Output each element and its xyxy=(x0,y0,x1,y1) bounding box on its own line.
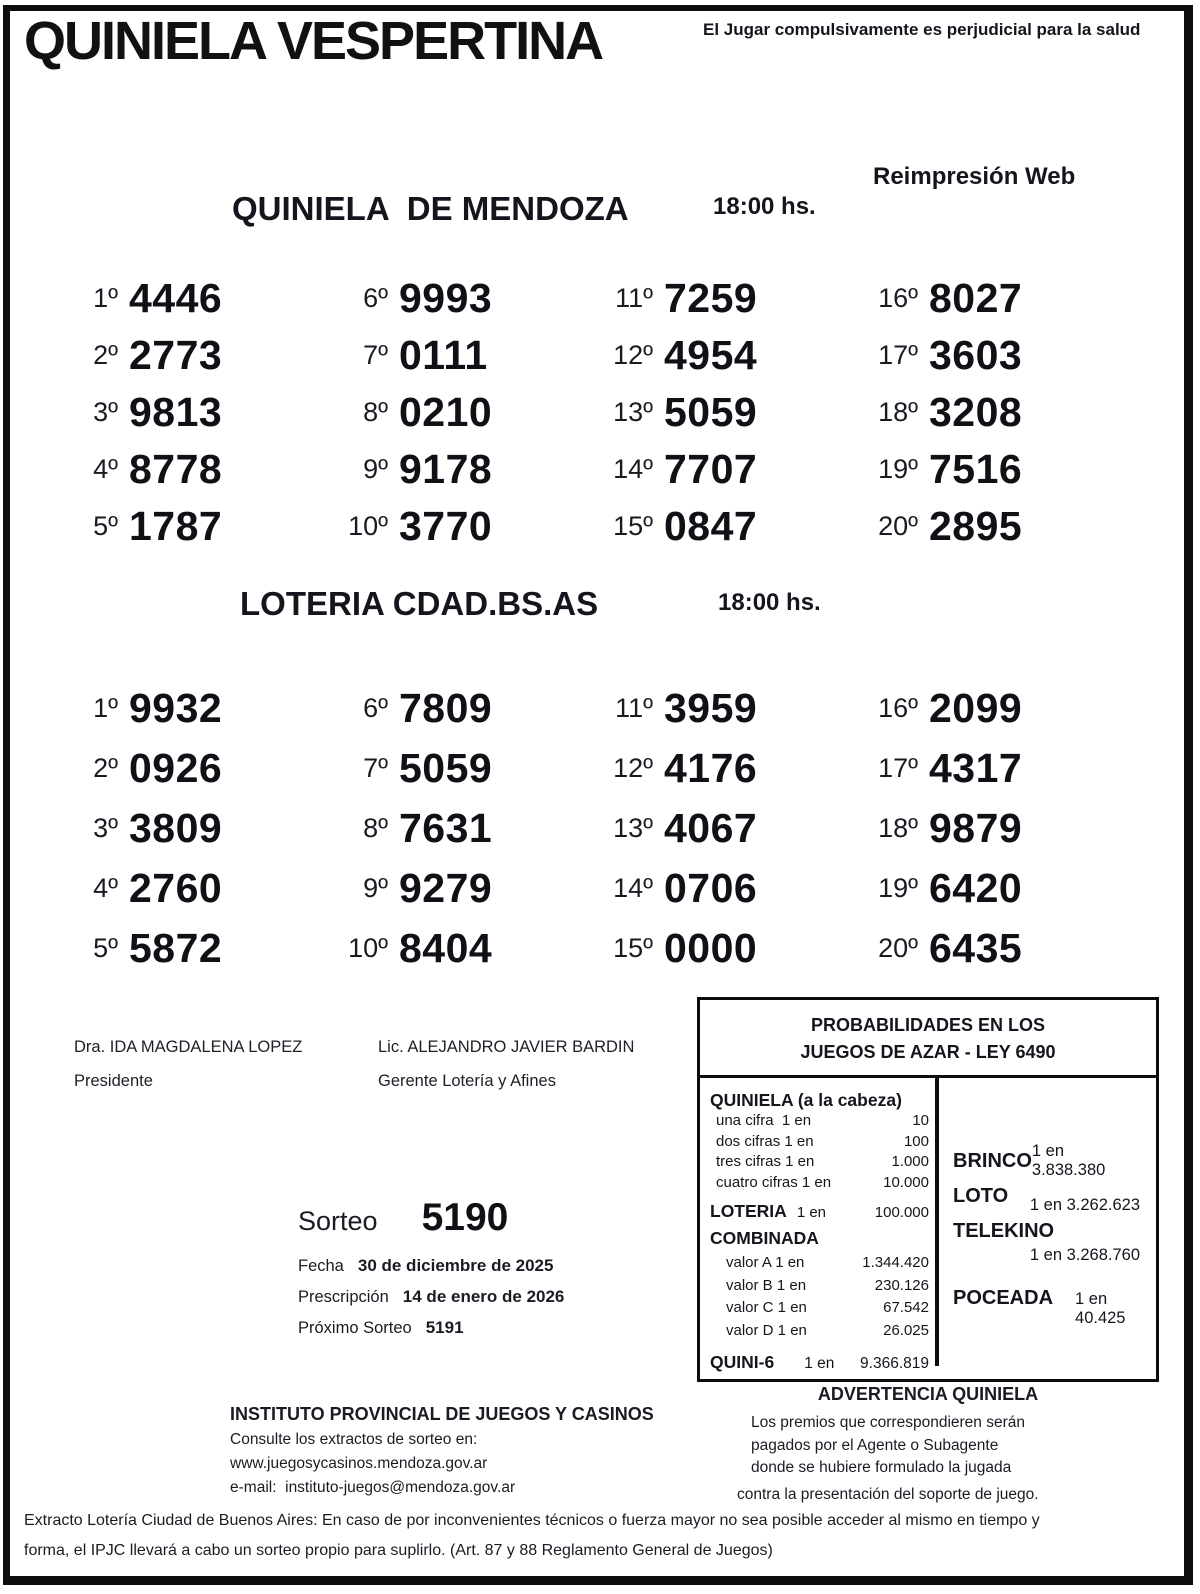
loto-odds xyxy=(953,1185,1140,1215)
result-position: 3º xyxy=(93,397,118,427)
result-cell xyxy=(597,327,862,384)
result-number: 7809 xyxy=(399,684,493,731)
result-cell xyxy=(62,738,332,798)
result-position: 15º xyxy=(613,511,653,541)
advertencia-line: donde se hubiere formulado la jugada xyxy=(751,1459,1012,1476)
probabilities-box xyxy=(697,997,1159,1382)
result-cell xyxy=(597,858,862,918)
result-number: 7631 xyxy=(399,804,493,851)
result-number: 0000 xyxy=(664,924,758,971)
odds-label: valor B 1 en xyxy=(726,1276,807,1294)
result-cell xyxy=(332,678,597,738)
result-number: 3770 xyxy=(399,503,493,549)
result-number: 8027 xyxy=(929,275,1023,321)
result-cell xyxy=(597,918,862,978)
result-number: 6420 xyxy=(929,864,1023,911)
result-number: 1787 xyxy=(129,503,223,549)
result-number: 8404 xyxy=(399,924,493,971)
signature-role: Gerente Lotería y Afines xyxy=(378,1072,556,1090)
result-position: 1º xyxy=(93,692,118,723)
result-cell xyxy=(597,270,862,327)
result-position: 12º xyxy=(613,752,653,783)
result-number: 7259 xyxy=(664,275,758,321)
result-position: 12º xyxy=(613,340,653,370)
result-cell xyxy=(332,498,597,555)
result-position: 14º xyxy=(613,872,653,903)
result-cell xyxy=(332,384,597,441)
result-cell xyxy=(862,270,1152,327)
result-cell xyxy=(332,798,597,858)
result-position: 10º xyxy=(348,511,388,541)
result-position: 4º xyxy=(93,872,118,903)
result-position: 9º xyxy=(363,872,388,903)
page-title: QUINIELA VESPERTINA xyxy=(24,11,603,71)
result-position: 17º xyxy=(878,340,918,370)
result-position: 1º xyxy=(93,283,118,313)
result-number: 8778 xyxy=(129,446,223,492)
loteria-label: LOTERIA xyxy=(710,1201,787,1221)
result-position: 17º xyxy=(878,752,918,783)
loto-value: 1 en 3.262.623 xyxy=(1029,1196,1140,1214)
result-cell xyxy=(332,441,597,498)
result-cell xyxy=(62,384,332,441)
result-cell xyxy=(862,738,1152,798)
result-position: 15º xyxy=(613,932,653,963)
probabilities-title-line2: JUEGOS DE AZAR - LEY 6490 xyxy=(800,1042,1056,1062)
signature-presidente xyxy=(74,1038,302,1091)
result-cell xyxy=(62,327,332,384)
result-cell xyxy=(62,270,332,327)
result-cell xyxy=(862,327,1152,384)
odds-row xyxy=(710,1252,931,1275)
odds-value: 1.344.420 xyxy=(862,1254,929,1271)
result-position: 6º xyxy=(363,692,388,723)
proximo-label: Próximo Sorteo xyxy=(298,1319,412,1337)
proximo-value: 5191 xyxy=(425,1318,464,1337)
footer-extracto-note xyxy=(24,1506,1154,1566)
loteria-mid: 1 en xyxy=(796,1204,827,1221)
loteria-value: 100.000 xyxy=(874,1204,929,1221)
result-number: 7516 xyxy=(929,446,1023,492)
result-position: 11º xyxy=(615,283,653,313)
odds-value: 230.126 xyxy=(874,1276,929,1294)
sorteo-number-row xyxy=(298,1196,564,1240)
result-position: 5º xyxy=(93,932,118,963)
result-position: 13º xyxy=(613,812,653,843)
signature-name: Dra. IDA MAGDALENA LOPEZ xyxy=(74,1038,303,1056)
result-position: 20º xyxy=(878,511,918,541)
telekino-label: TELEKINO xyxy=(953,1220,1055,1242)
result-number: 5059 xyxy=(664,389,758,435)
prescripcion-label: Prescripción xyxy=(298,1288,389,1306)
result-position: 8º xyxy=(363,397,388,427)
result-number: 3603 xyxy=(929,332,1023,378)
odds-value: 100 xyxy=(903,1132,929,1150)
quini6-odds-row xyxy=(710,1352,931,1373)
result-position: 2º xyxy=(93,340,118,370)
probabilities-left-column xyxy=(700,1078,935,1372)
mendoza-section-title: QUINIELA DE MENDOZA xyxy=(232,190,629,227)
loto-label: LOTO xyxy=(953,1185,1009,1207)
result-number: 9178 xyxy=(399,446,493,492)
result-position: 8º xyxy=(363,812,388,843)
result-number: 0210 xyxy=(399,389,493,435)
fecha-label: Fecha xyxy=(298,1257,344,1275)
odds-value: 26.025 xyxy=(883,1321,929,1339)
result-number: 3208 xyxy=(929,389,1023,435)
result-position: 16º xyxy=(878,283,918,313)
poceada-odds xyxy=(953,1287,1140,1328)
result-position: 9º xyxy=(363,454,388,484)
result-position: 4º xyxy=(93,454,118,484)
result-cell xyxy=(862,858,1152,918)
result-cell xyxy=(62,798,332,858)
odds-label: cuatro cifras 1 en xyxy=(716,1173,832,1191)
odds-row xyxy=(710,1152,931,1173)
result-cell xyxy=(62,678,332,738)
fecha-value: 30 de diciembre de 2025 xyxy=(357,1256,554,1275)
result-number: 0706 xyxy=(664,864,758,911)
odds-row xyxy=(710,1111,931,1132)
poceada-label: POCEADA xyxy=(953,1287,1054,1309)
result-number: 6435 xyxy=(929,924,1023,971)
footer-line: Extracto Lotería Ciudad de Buenos Aires: En caso de por inconvenientes técnicos o fuerza mayor no sea posible acceder al mismo en tiempo y xyxy=(24,1512,1040,1529)
result-cell xyxy=(332,918,597,978)
probabilities-right-column xyxy=(935,1078,1156,1366)
result-number: 0926 xyxy=(129,744,223,791)
sorteo-info xyxy=(298,1196,564,1338)
result-cell xyxy=(862,678,1152,738)
result-cell xyxy=(597,498,862,555)
odds-row xyxy=(710,1173,931,1194)
instituto-email: e-mail: instituto-juegos@mendoza.gov.ar xyxy=(230,1479,516,1496)
quini6-mid: 1 en xyxy=(804,1355,835,1372)
bsas-results-grid xyxy=(62,678,1152,978)
odds-value: 10.000 xyxy=(883,1173,929,1191)
sorteo-fecha-row xyxy=(298,1256,564,1276)
result-cell xyxy=(862,384,1152,441)
odds-value: 1.000 xyxy=(891,1153,929,1170)
result-cell xyxy=(332,738,597,798)
odds-row xyxy=(710,1275,931,1298)
result-number: 9932 xyxy=(129,684,223,731)
probabilities-body xyxy=(700,1078,1156,1372)
sorteo-label: Sorteo xyxy=(298,1206,378,1236)
advertencia-line: pagados por el Agente o Subagente xyxy=(751,1436,999,1454)
result-cell xyxy=(62,918,332,978)
result-number: 4446 xyxy=(129,275,223,321)
instituto-section xyxy=(230,1404,654,1497)
result-position: 18º xyxy=(878,397,918,427)
signature-gerente xyxy=(378,1038,634,1091)
odds-label: dos cifras 1 en xyxy=(716,1132,814,1150)
result-cell xyxy=(862,441,1152,498)
result-number: 4176 xyxy=(664,744,758,791)
poceada-value: 1 en 40.425 xyxy=(1075,1290,1126,1327)
reprint-web-label: Reimpresión Web xyxy=(873,163,1076,190)
sorteo-proximo-row xyxy=(298,1318,564,1338)
quini6-label: QUINI-6 xyxy=(710,1352,775,1372)
result-number: 9879 xyxy=(929,804,1023,851)
odds-label: valor A 1 en xyxy=(726,1254,805,1271)
result-position: 7º xyxy=(363,752,388,783)
instituto-name: INSTITUTO PROVINCIAL DE JUEGOS Y CASINOS xyxy=(230,1404,654,1424)
brinco-value: 1 en 3.838.380 xyxy=(1031,1142,1106,1179)
result-number: 9813 xyxy=(129,389,223,435)
result-number: 2099 xyxy=(929,684,1023,731)
odds-row xyxy=(710,1297,931,1320)
result-cell xyxy=(62,498,332,555)
result-number: 2773 xyxy=(129,332,223,378)
result-position: 7º xyxy=(363,340,388,370)
combinada-header: COMBINADA xyxy=(710,1228,819,1248)
mendoza-results-grid xyxy=(62,270,1152,555)
sorteo-prescripcion-row xyxy=(298,1287,564,1307)
result-cell xyxy=(332,858,597,918)
result-position: 5º xyxy=(93,511,118,541)
result-number: 9279 xyxy=(399,864,493,911)
result-number: 4954 xyxy=(664,332,758,378)
prescripcion-value: 14 de enero de 2026 xyxy=(402,1287,565,1306)
odds-value: 67.542 xyxy=(883,1299,929,1316)
result-position: 13º xyxy=(613,397,653,427)
odds-row xyxy=(710,1132,931,1153)
result-number: 5872 xyxy=(129,924,223,971)
result-position: 10º xyxy=(348,932,388,963)
odds-row xyxy=(710,1320,931,1343)
result-position: 2º xyxy=(93,752,118,783)
telekino-odds xyxy=(953,1220,1140,1265)
result-cell xyxy=(597,678,862,738)
brinco-label: BRINCO xyxy=(953,1150,1032,1172)
result-cell xyxy=(862,918,1152,978)
bsas-draw-time: 18:00 hs. xyxy=(718,589,821,616)
loteria-odds-row xyxy=(710,1201,931,1222)
result-number: 2760 xyxy=(129,864,223,911)
result-position: 14º xyxy=(613,454,653,484)
advertencia-line: Los premios que correspondieren serán xyxy=(751,1414,1025,1431)
advertencia-line: contra la presentación del soporte de juego. xyxy=(737,1485,1039,1503)
quiniela-odds-header: QUINIELA (a la cabeza) xyxy=(710,1090,902,1110)
brinco-odds xyxy=(953,1142,1140,1180)
result-cell xyxy=(62,858,332,918)
result-number: 7707 xyxy=(664,446,758,492)
result-position: 19º xyxy=(878,872,918,903)
result-cell xyxy=(862,798,1152,858)
instituto-consulte-line: Consulte los extractos de sorteo en: xyxy=(230,1431,478,1448)
result-cell xyxy=(62,441,332,498)
result-position: 18º xyxy=(878,812,918,843)
advertencia-text xyxy=(697,1412,1159,1506)
bsas-section-title: LOTERIA CDAD.BS.AS xyxy=(240,585,599,622)
odds-value: 10 xyxy=(912,1112,929,1129)
probabilities-title xyxy=(700,1000,1156,1078)
result-position: 3º xyxy=(93,812,118,843)
result-position: 19º xyxy=(878,454,918,484)
result-cell xyxy=(597,738,862,798)
telekino-value: 1 en 3.268.760 xyxy=(1029,1246,1140,1264)
result-number: 5059 xyxy=(399,744,493,791)
odds-label: valor D 1 en xyxy=(726,1321,807,1339)
result-number: 3959 xyxy=(664,684,758,731)
combinada-rows xyxy=(710,1252,931,1342)
result-cell xyxy=(332,270,597,327)
odds-label: tres cifras 1 en xyxy=(716,1153,815,1170)
result-cell xyxy=(862,498,1152,555)
result-number: 0111 xyxy=(399,332,488,378)
advertencia-title: ADVERTENCIA QUINIELA xyxy=(817,1384,1039,1404)
result-cell xyxy=(332,327,597,384)
odds-label: valor C 1 en xyxy=(726,1299,807,1316)
footer-line: forma, el IPJC llevará a cabo un sorteo propio para suplirlo. (Art. 87 y 88 Reglamento General de Juegos) xyxy=(24,1542,773,1559)
result-position: 20º xyxy=(878,932,918,963)
result-number: 4067 xyxy=(664,804,758,851)
result-position: 6º xyxy=(363,283,388,313)
health-warning: El Jugar compulsivamente es perjudicial para la salud xyxy=(703,20,1141,39)
result-cell xyxy=(597,384,862,441)
sorteo-number: 5190 xyxy=(421,1196,509,1239)
result-number: 2895 xyxy=(929,503,1023,549)
result-number: 0847 xyxy=(664,503,758,549)
signature-role: Presidente xyxy=(74,1072,153,1090)
result-number: 4317 xyxy=(929,744,1023,791)
result-position: 11º xyxy=(615,692,653,723)
advertencia-section xyxy=(697,1384,1159,1506)
result-cell xyxy=(597,798,862,858)
mendoza-draw-time: 18:00 hs. xyxy=(713,193,816,220)
result-number: 3809 xyxy=(129,804,223,851)
result-number: 9993 xyxy=(399,275,493,321)
signature-name: Lic. ALEJANDRO JAVIER BARDIN xyxy=(378,1038,635,1056)
instituto-website: www.juegosycasinos.mendoza.gov.ar xyxy=(230,1455,488,1472)
result-position: 16º xyxy=(878,692,918,723)
quini6-value: 9.366.819 xyxy=(860,1355,929,1372)
odds-label: una cifra 1 en xyxy=(716,1112,812,1129)
result-cell xyxy=(597,441,862,498)
probabilities-title-line1: PROBABILIDADES EN LOS xyxy=(810,1015,1046,1035)
